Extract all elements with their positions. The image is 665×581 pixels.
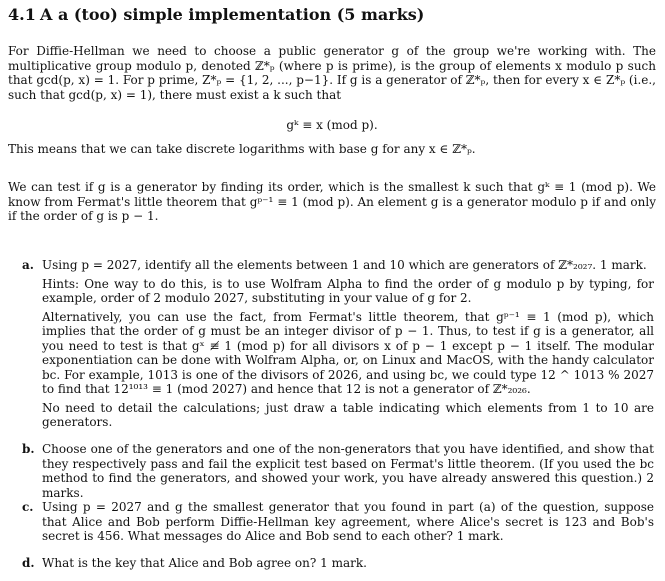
- question-a-text: Using p = 2027, identify all the elements between 1 and 10 which are generators of ℤ*₂₀₂₇. 1 mark.: [42, 258, 647, 272]
- intro-paragraph-3: We can test if g is a generator by finding its order, which is the smallest k such that gᵏ ≡ 1 (mod p). We know from Fermat's little theorem that gᵖ⁻¹ ≡ 1 (mod p). An element g is a generator modulo p if and only if the order of g is p − 1.: [8, 180, 656, 223]
- question-c-text: Using p = 2027 and g the smallest generator that you found in part (a) of the question, suppose that Alice and Bob perform Diffie-Hellman key agreement, where Alice's secret is 123 and Bob's secret is 456. What messages do Alice and Bob send to each other? 1 mark.: [42, 500, 654, 543]
- question-d-text: What is the key that Alice and Bob agree on? 1 mark.: [42, 556, 367, 570]
- section-heading: [8, 5, 425, 24]
- question-label: a.: [22, 258, 34, 272]
- intro-paragraph-2: This means that we can take discrete logarithms with base g for any x ∈ ℤ*ₚ.: [8, 142, 476, 156]
- question-d: [22, 556, 654, 575]
- equation-discrete-log: gᵏ ≡ x (mod p).: [286, 118, 378, 132]
- question-a-instruction: No need to detail the calculations; just draw a table indicating which elements from 1 to 10 are generators.: [42, 400, 654, 429]
- section-title: A a (too) simple implementation (5 marks): [40, 5, 425, 24]
- question-b: [22, 442, 654, 504]
- question-label: b.: [22, 442, 35, 456]
- question-a-alternative: Alternatively, you can use the fact, from Fermat's little theorem, that gᵖ⁻¹ ≡ 1 (mod p), which implies that the order of g must be an integer divisor of p − 1. Thus, to test if g is a generator, all you need to test is that gˣ ≢ 1 (mod p) for all divisors x of p − 1 except p − 1 itself. The modular exponentiation can be done with Wolfram Alpha, or, on Linux and MacOS, with the handy calculator bc. For example, 1013 is one of the divisors of 2026, and using bc, we could type 12 ^ 1013 % 2027 to find that 12¹⁰¹³ ≡ 1 (mod 2027) and hence that 12 is not a generator of ℤ*₂₀₂₆.: [42, 309, 654, 396]
- intro-paragraph-1: For Diffie-Hellman we need to choose a public generator g of the group we're working with. The multiplicative group modulo p, denoted ℤ*ₚ (where p is prime), is the group of elements x modulo p such that gcd(p, x) = 1. For p prime, Z*ₚ = {1, 2, ..., p−1}. If g is a generator of ℤ*ₚ, then for every x ∈ Z*ₚ (i.e., such that gcd(p, x) = 1), there must exist a k such that: [8, 44, 656, 102]
- question-a-hints: Hints: One way to do this, is to use Wolfram Alpha to find the order of g modulo p by typing, for example, order of 2 modulo 2027, substituting in your value of g for 2.: [42, 276, 654, 305]
- question-b-text: Choose one of the generators and one of the non-generators that you have identified, and show that they respectively pass and fail the explicit test based on Fermat's little theorem. (If you used the bc method to find the generators, and showed your work, you have already answered this question.) 2 marks.: [42, 442, 654, 500]
- question-c: [22, 500, 654, 548]
- question-label: d.: [22, 556, 35, 570]
- question-a: [22, 258, 654, 434]
- section-number: 4.1: [8, 5, 36, 24]
- question-label: c.: [22, 500, 34, 514]
